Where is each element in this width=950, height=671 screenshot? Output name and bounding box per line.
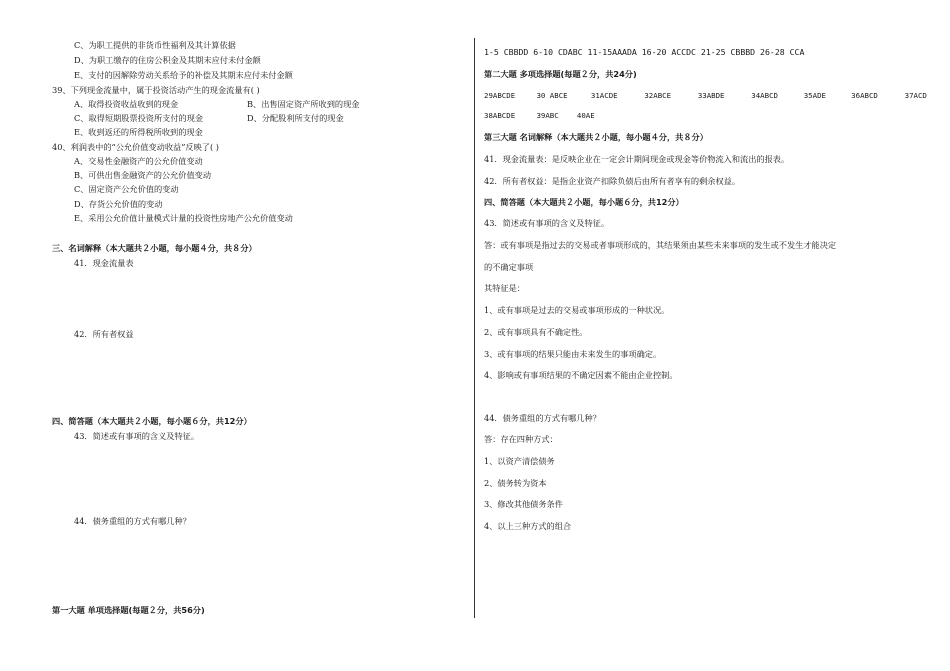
left-q43: 43．简述或有事项的含义及特征。: [74, 431, 200, 441]
q39-option-e: E、收到返还的所得税所收到的现金: [74, 127, 203, 137]
left-q44: 44．债务重组的方式有哪几种？: [74, 516, 191, 526]
answers-single-choice: 1-5 CBBDD 6-10 CDABC 11-15AAADA 16-20 ACCDC 21-25 CBBBD 26-28 CCA: [484, 47, 805, 57]
q39-option-d: D、分配股利所支付的现金: [247, 113, 344, 123]
answer-37: 37ACD: [904, 91, 927, 100]
answer-30: 30 ABCE: [536, 91, 568, 100]
answer-31: 31ACDE: [590, 91, 618, 100]
answer-38: 38ABCDE: [484, 111, 516, 120]
answer-43-feature-1: 1、或有事项是过去的交易或事项形成的一种状况。: [484, 305, 670, 315]
q39-stem: 39、下列现金流量中，属于投资活动产生的现金流量有( ): [52, 85, 260, 95]
answer-43-feature-3: 3、或有事项的结果只能由未来发生的事项确定。: [484, 349, 662, 359]
left-section4-title: 四、简答题（本大题共２小题，每小题６分，共12分）: [52, 416, 252, 426]
answer-43-line1: 答：或有事项是指过去的交易或者事项形成的，其结果须由某些未来事项的发生或不发生才能决定: [484, 240, 837, 250]
answer-32: 32ABCE: [644, 91, 672, 100]
q40-option-e: E、采用公允价值计量模式计量的投资性房地产公允价值变动: [74, 213, 293, 223]
q40-stem: 40、利润表中的“公允价值变动收益”反映了( ): [52, 142, 219, 152]
answer-29: 29ABCDE: [484, 91, 516, 100]
answer-39: 39ABC: [536, 111, 559, 120]
answer-43-features-title: 其特征是：: [484, 283, 525, 293]
answer-44-item-4: 4、以上三种方式的组合: [484, 521, 572, 531]
left-section3-title: 三、名词解释（本大题共２小题，每小题４分，共８分）: [52, 243, 257, 253]
answers-multi-row1: [484, 91, 927, 101]
answer-42: 42．所有者权益：是指企业资产扣除负债后由所有者享有的剩余权益。: [484, 176, 741, 186]
right-section2-title: 第二大题 多项选择题(每题２分，共24分): [484, 69, 637, 79]
answer-34: 34ABCD: [751, 91, 778, 100]
answer-35: 35ADE: [803, 91, 826, 100]
left-section1-title: 第一大题 单项选择题(每题２分，共56分): [52, 605, 205, 615]
answer-41: 41．现金流量表：是反映企业在一定会计期间现金或现金等价物流入和流出的报表。: [484, 154, 790, 164]
q38-option-e: E、支付的因解除劳动关系给予的补偿及其期末应付未付金额: [74, 70, 293, 80]
answer-44-item-3: 3、修改其他债务条件: [484, 499, 563, 509]
answer-40: 40AE: [576, 111, 595, 120]
q39-option-b: B、出售固定资产所收到的现金: [247, 99, 360, 109]
answers-multi-row2: [484, 111, 924, 121]
answer-33: 33ABDE: [697, 91, 725, 100]
column-divider: [474, 38, 475, 618]
right-q44: 44．债务重组的方式有哪几种？: [484, 413, 601, 423]
answer-44-item-2: 2、债务转为资本: [484, 478, 547, 488]
q39-option-a: A、取得投资收益收到的现金: [74, 99, 179, 109]
right-section3-title: 第三大题 名词解释（本大题共２小题，每小题４分，共８分）: [484, 132, 708, 142]
answer-43-feature-4: 4、影响或有事项结果的不确定因素不能由企业控制。: [484, 370, 678, 380]
answer-44-intro: 答：存在四种方式：: [484, 434, 558, 444]
left-q42: 42．所有者权益: [74, 329, 134, 339]
q39-option-c: C、取得短期股票投资所支付的现金: [74, 113, 204, 123]
q40-option-c: C、固定资产公允价值的变动: [74, 184, 179, 194]
right-section4-title: 四、简答题（本大题共２小题，每小题６分，共12分）: [484, 197, 684, 207]
q38-option-c: C、为职工提供的非货币性福利及其计算依据: [74, 40, 236, 50]
right-q43: 43．简述或有事项的含义及特征。: [484, 218, 610, 228]
answer-43-feature-2: 2、或有事项具有不确定性。: [484, 327, 588, 337]
q40-option-d: D、存货公允价值的变动: [74, 199, 163, 209]
q40-option-a: A、交易性金融资产的公允价值变动: [74, 156, 203, 166]
left-q41: 41．现金流量表: [74, 258, 134, 268]
q38-option-d: D、为职工缴存的住房公积金及其期末应付未付金额: [74, 55, 261, 65]
answer-43-line2: 的不确定事项: [484, 262, 534, 272]
q40-option-b: B、可供出售金融资产的公允价值变动: [74, 170, 212, 180]
answer-36: 36ABCD: [851, 91, 878, 100]
answer-44-item-1: 1、以资产清偿债务: [484, 456, 555, 466]
